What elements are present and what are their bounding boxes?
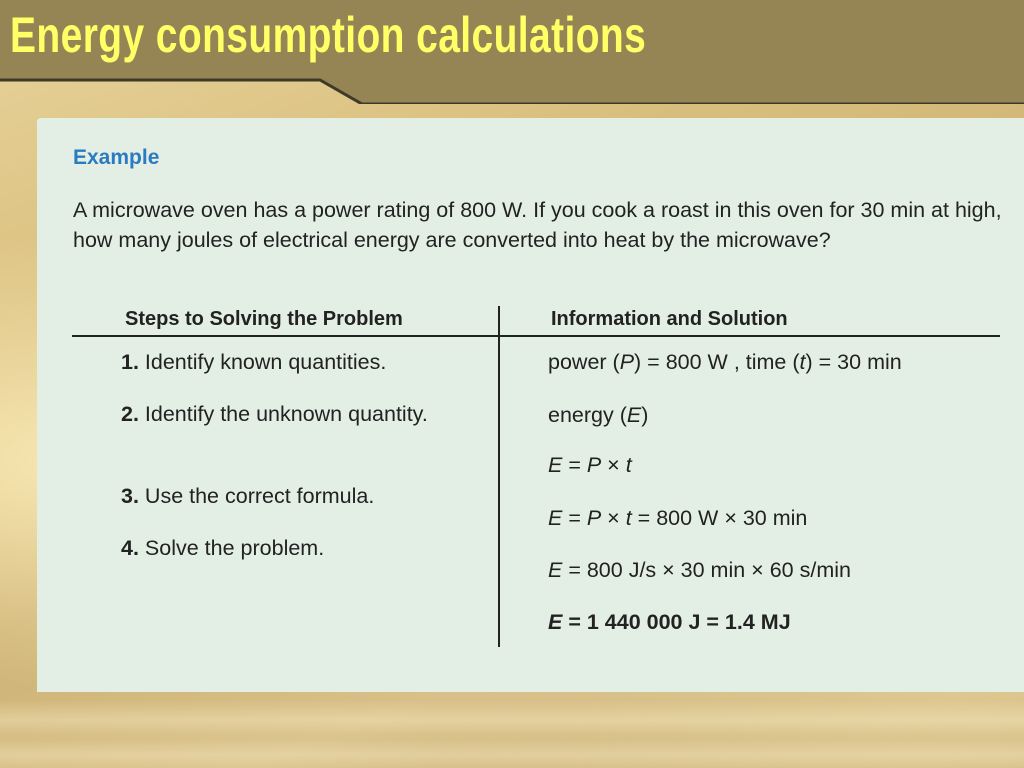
column-divider: [498, 306, 500, 647]
solution-text: power (: [548, 350, 620, 374]
time-symbol: t: [625, 506, 632, 530]
step-number: 4.: [121, 536, 139, 560]
power-symbol: P: [619, 350, 635, 374]
solution-text: =: [562, 453, 587, 477]
title-bar: [0, 0, 1024, 104]
step-text: Identify known quantities.: [144, 350, 387, 374]
slide-title: Energy consumption calculations: [10, 7, 647, 63]
solution-text: = 1 440 000 J = 1.4 MJ: [562, 610, 791, 634]
energy-symbol: E: [626, 403, 642, 427]
step-text: Solve the problem.: [144, 536, 325, 560]
solution-text: = 800 W × 30 min: [631, 506, 808, 530]
step-number: 1.: [121, 350, 139, 374]
background-stripe: [0, 735, 1024, 768]
time-symbol: t: [799, 350, 806, 374]
solution-text: energy (: [548, 403, 627, 427]
formula: [548, 453, 632, 478]
solution-text: ) = 800 W , time (: [634, 350, 800, 374]
time-symbol: t: [625, 453, 632, 477]
background-stripe: [0, 700, 1024, 740]
question-text: A microwave oven has a power rating of 800 W. If you cook a roast in this oven for 30 min at high, how many joules of electrical energy are converted into heat by the microwave?: [73, 198, 1002, 252]
example-panel: [37, 118, 1024, 692]
header-divider: [72, 335, 1000, 337]
power-symbol: P: [586, 453, 602, 477]
solution-text: =: [562, 506, 587, 530]
substitution: [548, 506, 807, 531]
energy-symbol: E: [548, 610, 563, 634]
solution-text: ) = 30 min: [805, 350, 902, 374]
step-item: [121, 348, 461, 377]
solution-text: ×: [601, 506, 626, 530]
example-label: Example: [73, 146, 160, 169]
power-symbol: P: [586, 506, 602, 530]
solution-column-header: Information and Solution: [551, 308, 788, 330]
step-item: [121, 534, 461, 563]
unit-conversion: [548, 558, 851, 583]
solution-text: = 800 J/s × 30 min × 60 s/min: [562, 558, 851, 582]
step-text: Use the correct formula.: [144, 484, 375, 508]
final-answer: [548, 610, 791, 635]
step-item: [121, 482, 461, 511]
energy-symbol: E: [548, 558, 563, 582]
energy-symbol: E: [548, 453, 563, 477]
solution-text: ×: [601, 453, 626, 477]
step-text: Identify the unknown quantity.: [144, 402, 428, 426]
step-item: [121, 400, 461, 429]
step-number: 2.: [121, 402, 139, 426]
unknown-quantity: [548, 403, 648, 428]
known-quantities: [548, 350, 902, 375]
energy-symbol: E: [548, 506, 563, 530]
steps-column-header: Steps to Solving the Problem: [125, 308, 403, 330]
step-number: 3.: [121, 484, 139, 508]
solution-text: ): [641, 403, 649, 427]
